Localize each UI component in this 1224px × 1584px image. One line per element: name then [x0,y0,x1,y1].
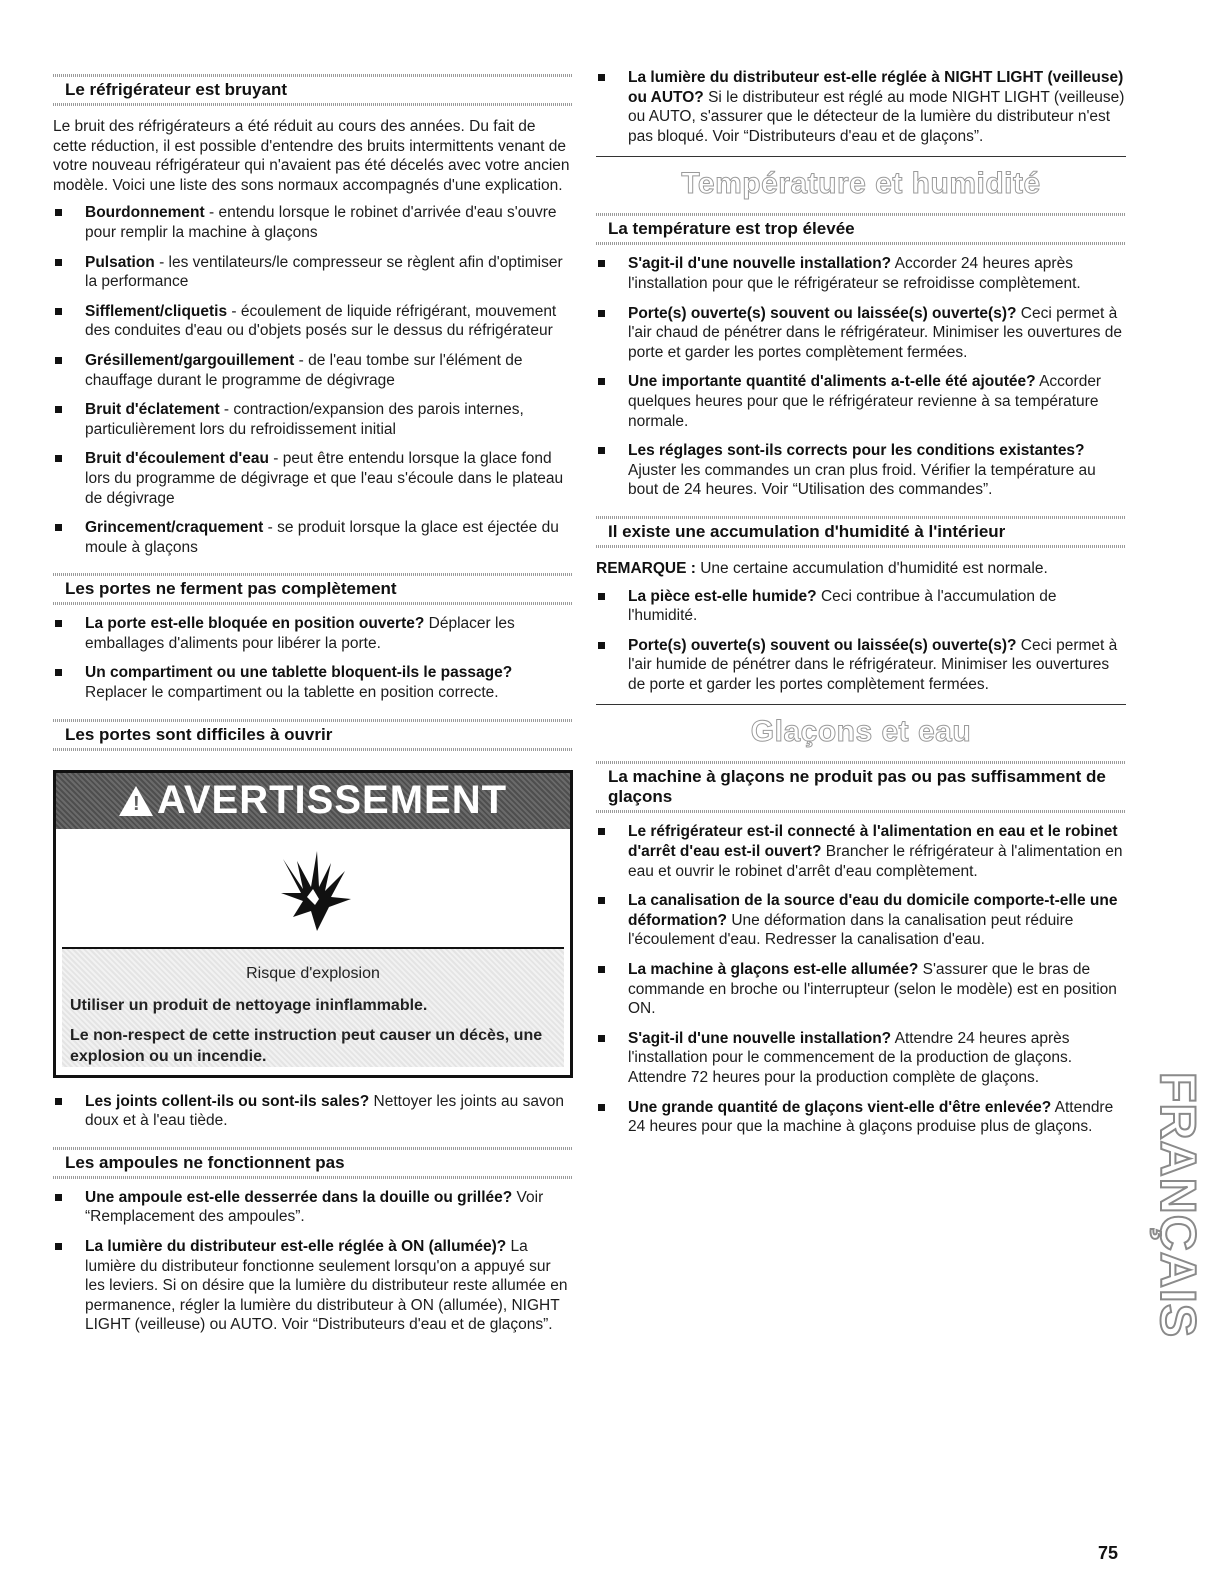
list-item: Une ampoule est-elle desserrée dans la douille ou grillée? Voir “Remplacement des ampoules”. [53,1188,573,1227]
list-item: Bruit d'écoulement d'eau - peut être entendu lorsque la glace fond lors du programme de dégivrage et que l'eau s'écoule dans le plateau de dégivrage [53,449,573,508]
list-item: Une grande quantité de glaçons vient-elle d'être enlevée? Attendre 24 heures pour que la machine à glaçons produise plus de glaçons. [596,1098,1126,1137]
bulbs-continued-list [596,68,1126,146]
temp-high-heading: La température est trop élevée [596,207,1126,250]
noisy-heading: Le réfrigérateur est bruyant [53,68,573,111]
doors-close-list [53,614,573,702]
list-item: Les réglages sont-ils corrects pour les conditions existantes? Ajuster les commandes un cran plus froid. Vérifier la température au bout de 24 heures. Voir “Utilisation des commandes”. [596,441,1126,500]
doors-open-heading: Les portes sont difficiles à ouvrir [53,713,573,756]
list-item: La lumière du distributeur est-elle réglée à ON (allumée)? La lumière du distributeur fonctionne seulement lorsqu'on a appuyé sur les leviers. Si on désire que la lumière du distributeur reste allumée en permanence, régler la lumière du distributeur à ON (allumée), NIGHT LIGHT (veilleuse) ou AUTO. Voir “Distributeurs d'eau et de glaçons”. [53,1237,573,1335]
list-item: Porte(s) ouverte(s) souvent ou laissée(s) ouverte(s)? Ceci permet à l'air chaud de pénétrer dans le réfrigérateur. Minimiser les ouvertures de porte et garder les portes complètement fermées. [596,304,1126,363]
noisy-intro: Le bruit des réfrigérateurs a été réduit au cours des années. Du fait de cette réduction, il est possible d'entendre des bruits intermittents venant de votre nouveau réfrigérateur qui n'avaient pas été décelés avec votre ancien modèle. Voici une liste des sons normaux accompagnés d'une explication. [53,118,570,194]
humidity-note: REMARQUE : Une certaine accumulation d'humidité est normale. [596,559,1048,577]
warning-header [56,773,570,829]
list-item: Pulsation - les ventilateurs/le compresseur se règlent afin d'optimiser la performance [53,253,573,292]
list-item: Le réfrigérateur est-il connecté à l'alimentation en eau et le robinet d'arrêt d'eau est-il ouvert? Brancher le réfrigérateur à l'alimentation en eau et ouvrir le robinet d'arrêt d'eau complètement. [596,822,1126,881]
humidity-heading: Il existe une accumulation d'humidité à l'intérieur [596,510,1126,553]
warning-instruction: Utiliser un produit de nettoyage ininflammable. [70,996,428,1014]
warning-symbol [56,829,570,947]
list-item: Grincement/craquement - se produit lorsque la glace est éjectée du moule à glaçons [53,518,573,557]
list-item: Bruit d'éclatement - contraction/expansion des parois internes, particulièrement lors du refroidissement initial [53,400,573,439]
list-item: Les joints collent-ils ou sont-ils sales? Nettoyer les joints au savon doux et à l'eau tiède. [53,1092,573,1131]
warning-title: AVERTISSEMENT [156,778,508,823]
list-item: La lumière du distributeur est-elle réglée à NIGHT LIGHT (veilleuse) ou AUTO? Si le distributeur est réglé au mode NIGHT LIGHT (veilleuse) ou AUTO, s'assurer que le détecteur de la lumière du distributeur n'est pas bloqué. Voir “Distributeurs d'eau et de glaçons”. [596,68,1126,146]
list-item: Un compartiment ou une tablette bloquent-ils le passage? Replacer le compartiment ou la tablette en position correcte. [53,663,573,702]
ice-maker-list [596,822,1126,1136]
warning-consequence: Le non-respect de cette instruction peut causer un décès, une explosion ou un incendie. [70,1026,543,1065]
warning-body [62,947,564,1067]
list-item: Porte(s) ouverte(s) souvent ou laissée(s) ouverte(s)? Ceci permet à l'air humide de pénétrer dans le réfrigérateur. Minimiser les ouvertures de porte et garder les portes complètement fermées. [596,636,1126,695]
temperature-section-title: Température et humidité [681,167,1041,201]
list-item: Sifflement/cliquetis - écoulement de liquide réfrigérant, mouvement des conduites d'eau ou d'objets posés sur le dessus du réfrigérateur [53,302,573,341]
ice-maker-heading: La machine à glaçons ne produit pas ou pas suffisamment de glaçons [596,755,1126,818]
noisy-list [53,203,573,557]
list-item: S'agit-il d'une nouvelle installation? Accorder 24 heures après l'installation pour que le réfrigérateur se refroidisse complètement. [596,254,1126,293]
list-item: Grésillement/gargouillement - de l'eau tombe sur l'élément de chauffage durant le programme de dégivrage [53,351,573,390]
right-column [596,68,1126,1147]
list-item: La pièce est-elle humide? Ceci contribue à l'accumulation de l'humidité. [596,587,1126,626]
ice-section-title: Glaçons et eau [750,715,972,749]
doors-close-heading: Les portes ne ferment pas complètement [53,567,573,610]
list-item: La machine à glaçons est-elle allumée? S'assurer que le bras de commande en broche ou l'interrupteur (selon le modèle) est en position ON. [596,960,1126,1019]
list-item: S'agit-il d'une nouvelle installation? Attendre 24 heures après l'installation pour le commencement de la production de glaçons. Attendre 72 heures pour la production complète de glaçons. [596,1029,1126,1088]
language-side-tab: FRANÇAIS [1150,1071,1206,1339]
list-item: La canalisation de la source d'eau du domicile comporte-t-elle une déformation? Une déformation dans la canalisation peut réduire l'écoulement d'eau. Redresser la canalisation d'eau. [596,891,1126,950]
list-item: La porte est-elle bloquée en position ouverte? Déplacer les emballages d'aliments pour libérer la porte. [53,614,573,653]
left-column [53,68,573,1345]
explosion-icon [273,841,353,937]
bulbs-heading: Les ampoules ne fonctionnent pas [53,1141,573,1184]
list-item: Bourdonnement - entendu lorsque le robinet d'arrivée d'eau s'ouvre pour remplir la machine à glaçons [53,203,573,242]
warning-triangle-icon: ! [119,786,153,816]
page-number: 75 [1098,1543,1119,1563]
doors-open-list [53,1092,573,1131]
bulbs-list [53,1188,573,1335]
humidity-list [596,587,1126,695]
list-item: Une importante quantité d'aliments a-t-elle été ajoutée? Accorder quelques heures pour que le réfrigérateur revienne à sa température normale. [596,372,1126,431]
warning-risk: Risque d'explosion [246,964,380,982]
warning-box [53,770,573,1078]
temp-high-list [596,254,1126,500]
